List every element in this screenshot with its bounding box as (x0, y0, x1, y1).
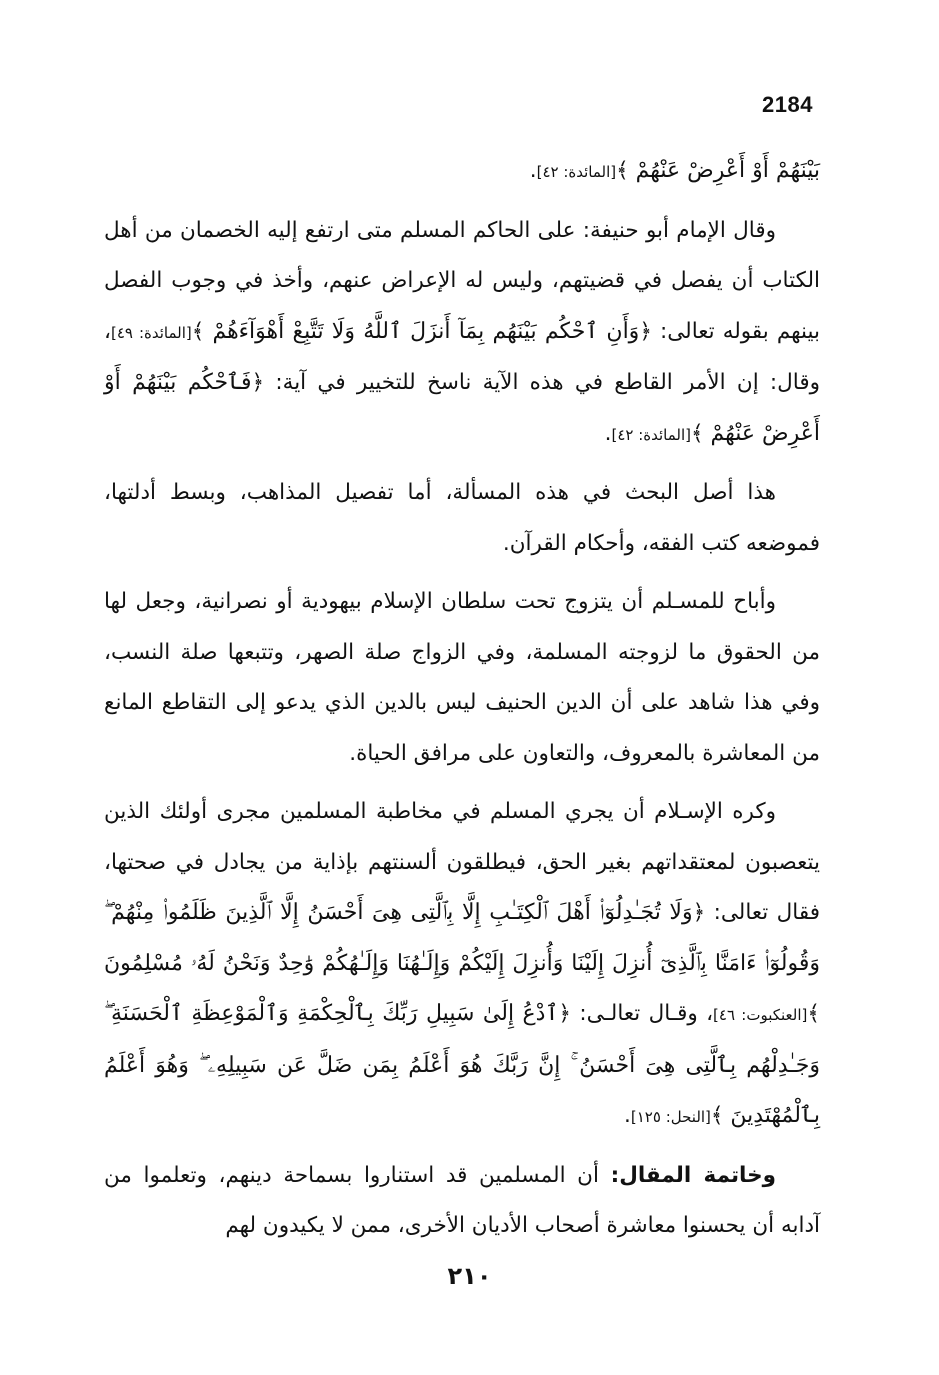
quote-bracket-close: ﴾ (691, 420, 704, 446)
paragraph-1 (104, 206, 820, 461)
paragraph-4 (104, 787, 820, 1143)
paragraph-tail: . (529, 158, 537, 183)
quote-bracket-close: ﴾ (191, 318, 205, 344)
paragraph-text: وأباح للمسـلم أن يتزوج تحت سلطان الإسلام بيهودية أو نصرانية، وجعل لها من الحقوق ما لزوجته المسلمة، وفي الزواج صلة الصهر، وتتبعها صلة النسب، وفي هذا شاهد على أن الدين الحنيف ليس بالدين الذي يدعو إلى التقاطع المانع من المعاشرة بالمعروف، والتعاون على مرافق الحياة. (104, 589, 820, 766)
page-id: 2184 (762, 92, 813, 117)
paragraph-0 (104, 146, 820, 198)
quran-verse: بَيْنَهُمْ أَوْ أَعْرِضْ عَنْهُمْ (635, 158, 820, 183)
paragraph-text: أن المسلمين قد استناروا بسماحة دينهم، وتعلموا من آدابه أن يحسنوا معاشرة أصحاب الأديان الأخرى، ممن لا يكيدون لهم (104, 1162, 820, 1238)
verse-citation: [العنكبوت: ٤٦] (713, 1006, 808, 1024)
paragraph-lead: وخاتمة المقال: (610, 1162, 776, 1188)
quote-bracket-open: ﴿ (251, 370, 265, 395)
quote-bracket-open: ﴿ (692, 900, 706, 925)
quran-verse: وَلَا تُجَـٰدِلُوٓا۟ أَهْلَ ٱلْكِتَـٰبِ إِلَّا بِٱلَّتِى هِىَ أَحْسَنُ إِلَّا ٱلَّذِينَ ظَلَمُوا۟ مِنْهُمْ ۖ وَقُولُوٓا۟ ءَامَنَّا بِٱلَّذِىٓ أُنزِلَ إِلَيْنَا وَأُنزِلَ إِلَيْكُمْ وَإِلَـٰهُنَا وَإِلَـٰهُكُمْ وَٰحِدٌ وَنَحْنُ لَهُۥ مُسْلِمُونَ (104, 900, 820, 976)
verse-citation: [المائدة: ٤٢] (536, 163, 617, 181)
paragraph-3 (104, 577, 820, 779)
quote-bracket-open: ﴿ (639, 318, 652, 344)
paragraph-text: وكره الإسـلام أن يجري المسلم في مخاطبة المسلمين مجرى أولئك الذين يتعصبون لمعتقداتهم بغير الحق، فيطلقون ألسنتهم بإذاية من يجادل في صحتها، فقال تعالى: (104, 799, 821, 925)
paragraph-text: ، وقـال تعالـى: (579, 1001, 714, 1026)
paragraph-tail: . (604, 420, 612, 446)
verse-citation: [النحل: ١٢٥] (630, 1108, 711, 1126)
verse-citation: [المائدة: ٤٩] (110, 323, 192, 342)
paragraph-5 (104, 1151, 820, 1252)
quote-bracket-close: ﴾ (807, 1001, 820, 1026)
paragraph-text: هذا أصل البحث في هذه المسألة، أما تفصيل المذاهب، وبسط أدلتها، فموضعه كتب الفقه، وأحكام القرآن. (104, 480, 820, 556)
paragraph-tail: . (624, 1103, 631, 1128)
quran-verse: ٱدْعُ إِلَىٰ سَبِيلِ رَبِّكَ بِٱلْحِكْمَةِ وَٱلْمَوْعِظَةِ ٱلْحَسَنَةِ ۖ وَجَـٰدِلْهُم بِٱلَّتِى هِىَ أَحْسَنُ ۚ إِنَّ رَبَّكَ هُوَ أَعْلَمُ بِمَن ضَلَّ عَن سَبِيلِهِۦ ۖ وَهُوَ أَعْلَمُ بِٱلْمُهْتَدِينَ (104, 1001, 820, 1128)
verse-citation: [المائدة: ٤٢] (611, 425, 692, 444)
quran-verse: وَأَنِ ٱحْكُم بَيْنَهُم بِمَآ أَنزَلَ ٱللَّهُ وَلَا تَتَّبِعْ أَهْوَآءَهُمْ (212, 318, 640, 344)
paragraph-text: وقال الإمام أبو حنيفة: على الحاكم المسلم متى ارتفع إليه الخصمان من أهل الكتاب أن يفصل في قضيتهم، وليس له الإعراض عنهم، وأخذ في وجوب الفصل بينهم بقوله تعالى: (104, 217, 820, 344)
paragraph-text: ، وقال: إن الأمر القاطع في هذه الآية ناسخ للتخيير في آية: (104, 318, 820, 395)
paragraph-2 (104, 468, 820, 569)
page-number: ٢١٠ (447, 1262, 492, 1290)
quote-bracket-open: ﴿ (558, 1001, 571, 1026)
quran-verse: فَٱحْكُم بَيْنَهُمْ أَوْ أَعْرِضْ عَنْهُمْ (104, 370, 820, 446)
body-text (104, 146, 820, 1260)
quote-bracket-close: ﴾ (616, 158, 629, 183)
quote-bracket-close: ﴾ (710, 1103, 724, 1128)
